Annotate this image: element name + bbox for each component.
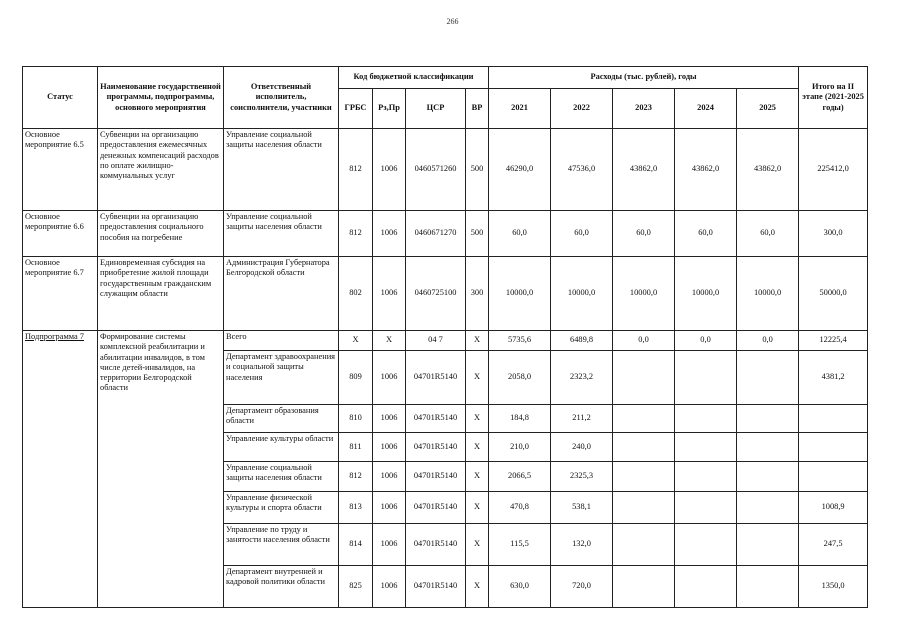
value-2025: 60,0: [737, 211, 799, 257]
header-total: Итого на II этапе (2021-2025 годы): [799, 67, 868, 129]
value-2022: 211,2: [551, 405, 613, 433]
responsible-cell: Всего: [224, 331, 339, 351]
rzpr-cell: 1006: [373, 351, 406, 405]
grbs-cell: 814: [339, 524, 373, 566]
header-year-2022: 2022: [551, 89, 613, 129]
header-csr: ЦСР: [406, 89, 466, 129]
grbs-cell: 811: [339, 433, 373, 462]
csr-cell: 04 7: [406, 331, 466, 351]
header-vr: ВР: [466, 89, 489, 129]
rzpr-cell: 1006: [373, 405, 406, 433]
grbs-cell: 809: [339, 351, 373, 405]
value-total: 1350,0: [799, 566, 868, 608]
responsible-cell: Департамент здравоохранения и социальной защиты населения: [224, 351, 339, 405]
value-2024: 60,0: [675, 211, 737, 257]
value-2021: 630,0: [489, 566, 551, 608]
value-2023: [613, 405, 675, 433]
responsible-cell: Управление социальной защиты населения области: [224, 129, 339, 211]
grbs-cell: 812: [339, 129, 373, 211]
csr-cell: 04701R5140: [406, 405, 466, 433]
header-year-2025: 2025: [737, 89, 799, 129]
grbs-cell: 810: [339, 405, 373, 433]
value-2022: 10000,0: [551, 257, 613, 331]
value-2022: 240,0: [551, 433, 613, 462]
csr-cell: 04701R5140: [406, 566, 466, 608]
subprogram-link[interactable]: Подпрограмма 7: [25, 332, 84, 341]
vr-cell: X: [466, 331, 489, 351]
value-2025: [737, 351, 799, 405]
value-2021: 115,5: [489, 524, 551, 566]
vr-cell: X: [466, 524, 489, 566]
value-total: [799, 462, 868, 492]
value-2024: [675, 492, 737, 524]
vr-cell: X: [466, 351, 489, 405]
value-total: 50000,0: [799, 257, 868, 331]
table-row: [23, 257, 868, 331]
name-cell: Субвенции на организацию предоставления ежемесячных денежных компенсаций расходов по оплате жилищно-коммунальных услуг: [98, 129, 224, 211]
value-2025: 43862,0: [737, 129, 799, 211]
vr-cell: 500: [466, 211, 489, 257]
rzpr-cell: 1006: [373, 211, 406, 257]
responsible-cell: Управление культуры области: [224, 433, 339, 462]
value-2022: 47536,0: [551, 129, 613, 211]
value-2021: 2058,0: [489, 351, 551, 405]
value-total: 225412,0: [799, 129, 868, 211]
value-2024: 10000,0: [675, 257, 737, 331]
vr-cell: X: [466, 462, 489, 492]
value-2022: 132,0: [551, 524, 613, 566]
vr-cell: X: [466, 566, 489, 608]
vr-cell: X: [466, 405, 489, 433]
value-total: 12225,4: [799, 331, 868, 351]
value-2025: [737, 566, 799, 608]
value-2022: 720,0: [551, 566, 613, 608]
value-total: [799, 405, 868, 433]
rzpr-cell: X: [373, 331, 406, 351]
grbs-cell: 813: [339, 492, 373, 524]
value-2021: 10000,0: [489, 257, 551, 331]
value-2023: 43862,0: [613, 129, 675, 211]
header-expenses: Расходы (тыс. рублей), годы: [489, 67, 799, 89]
csr-cell: 0460671270: [406, 211, 466, 257]
value-2021: 2066,5: [489, 462, 551, 492]
csr-cell: 04701R5140: [406, 433, 466, 462]
header-status: Статус: [23, 67, 98, 129]
value-2023: 0,0: [613, 331, 675, 351]
header-responsible: Ответственный исполнитель, соисполнители, участники: [224, 67, 339, 129]
value-2023: [613, 351, 675, 405]
grbs-cell: 825: [339, 566, 373, 608]
value-2021: 210,0: [489, 433, 551, 462]
value-total: [799, 433, 868, 462]
name-cell: Единовременная субсидия на приобретение жилой площади государственным гражданским служащим области: [98, 257, 224, 331]
value-2025: [737, 405, 799, 433]
value-2023: [613, 524, 675, 566]
responsible-cell: Администрация Губернатора Белгородской области: [224, 257, 339, 331]
rzpr-cell: 1006: [373, 492, 406, 524]
value-2022: 60,0: [551, 211, 613, 257]
value-2024: [675, 351, 737, 405]
header-grbs: ГРБС: [339, 89, 373, 129]
value-2023: [613, 566, 675, 608]
csr-cell: 0460725100: [406, 257, 466, 331]
table-row: [23, 211, 868, 257]
grbs-cell: 812: [339, 211, 373, 257]
value-2023: 60,0: [613, 211, 675, 257]
table-row: [23, 331, 868, 351]
value-2024: [675, 462, 737, 492]
csr-cell: 04701R5140: [406, 462, 466, 492]
responsible-cell: Департамент образования области: [224, 405, 339, 433]
vr-cell: X: [466, 433, 489, 462]
value-2022: 2325,3: [551, 462, 613, 492]
name-cell: Субвенции на организацию предоставления социального пособия на погребение: [98, 211, 224, 257]
header-name: Наименование государственной программы, подпрограммы, основного мероприятия: [98, 67, 224, 129]
value-2021: 60,0: [489, 211, 551, 257]
csr-cell: 0460571260: [406, 129, 466, 211]
value-2023: [613, 433, 675, 462]
rzpr-cell: 1006: [373, 462, 406, 492]
value-total: 1008,9: [799, 492, 868, 524]
csr-cell: 04701R5140: [406, 524, 466, 566]
responsible-cell: Департамент внутренней и кадровой политики области: [224, 566, 339, 608]
value-2022: 2323,2: [551, 351, 613, 405]
rzpr-cell: 1006: [373, 433, 406, 462]
value-2022: 6489,8: [551, 331, 613, 351]
value-2025: [737, 462, 799, 492]
csr-cell: 04701R5140: [406, 351, 466, 405]
rzpr-cell: 1006: [373, 129, 406, 211]
responsible-cell: Управление физической культуры и спорта области: [224, 492, 339, 524]
value-2024: [675, 433, 737, 462]
value-2023: 10000,0: [613, 257, 675, 331]
status-cell: Основное мероприятие 6.6: [23, 211, 98, 257]
status-cell: [23, 331, 98, 608]
grbs-cell: 812: [339, 462, 373, 492]
header-rzpr: Рз,Пр: [373, 89, 406, 129]
value-2024: 43862,0: [675, 129, 737, 211]
value-2024: [675, 405, 737, 433]
rzpr-cell: 1006: [373, 257, 406, 331]
page-number: 266: [446, 17, 459, 26]
value-2025: 10000,0: [737, 257, 799, 331]
grbs-cell: X: [339, 331, 373, 351]
value-2022: 538,1: [551, 492, 613, 524]
responsible-cell: Управление социальной защиты населения области: [224, 462, 339, 492]
grbs-cell: 802: [339, 257, 373, 331]
status-cell: Основное мероприятие 6.5: [23, 129, 98, 211]
csr-cell: 04701R5140: [406, 492, 466, 524]
name-cell: Формирование системы комплексной реабилитации и абилитации инвалидов, в том числе детей-инвалидов, на территории Белгородской области: [98, 331, 224, 608]
value-2025: 0,0: [737, 331, 799, 351]
value-total: 300,0: [799, 211, 868, 257]
value-2025: [737, 433, 799, 462]
value-2025: [737, 492, 799, 524]
value-2024: [675, 566, 737, 608]
rzpr-cell: 1006: [373, 566, 406, 608]
header-year-2024: 2024: [675, 89, 737, 129]
header-budget-code: Код бюджетной классификации: [339, 67, 489, 89]
value-2025: [737, 524, 799, 566]
value-2024: [675, 524, 737, 566]
budget-table: [22, 66, 868, 608]
responsible-cell: Управление социальной защиты населения области: [224, 211, 339, 257]
header-year-2021: 2021: [489, 89, 551, 129]
value-2024: 0,0: [675, 331, 737, 351]
value-total: 247,5: [799, 524, 868, 566]
value-2021: 46290,0: [489, 129, 551, 211]
value-2021: 5735,6: [489, 331, 551, 351]
vr-cell: 500: [466, 129, 489, 211]
table-row: [23, 129, 868, 211]
value-2023: [613, 492, 675, 524]
value-total: 4381,2: [799, 351, 868, 405]
rzpr-cell: 1006: [373, 524, 406, 566]
responsible-cell: Управление по труду и занятости населения области: [224, 524, 339, 566]
value-2021: 470,8: [489, 492, 551, 524]
status-cell: Основное мероприятие 6.7: [23, 257, 98, 331]
value-2021: 184,8: [489, 405, 551, 433]
vr-cell: 300: [466, 257, 489, 331]
header-year-2023: 2023: [613, 89, 675, 129]
header-row: [23, 67, 868, 89]
vr-cell: X: [466, 492, 489, 524]
value-2023: [613, 462, 675, 492]
